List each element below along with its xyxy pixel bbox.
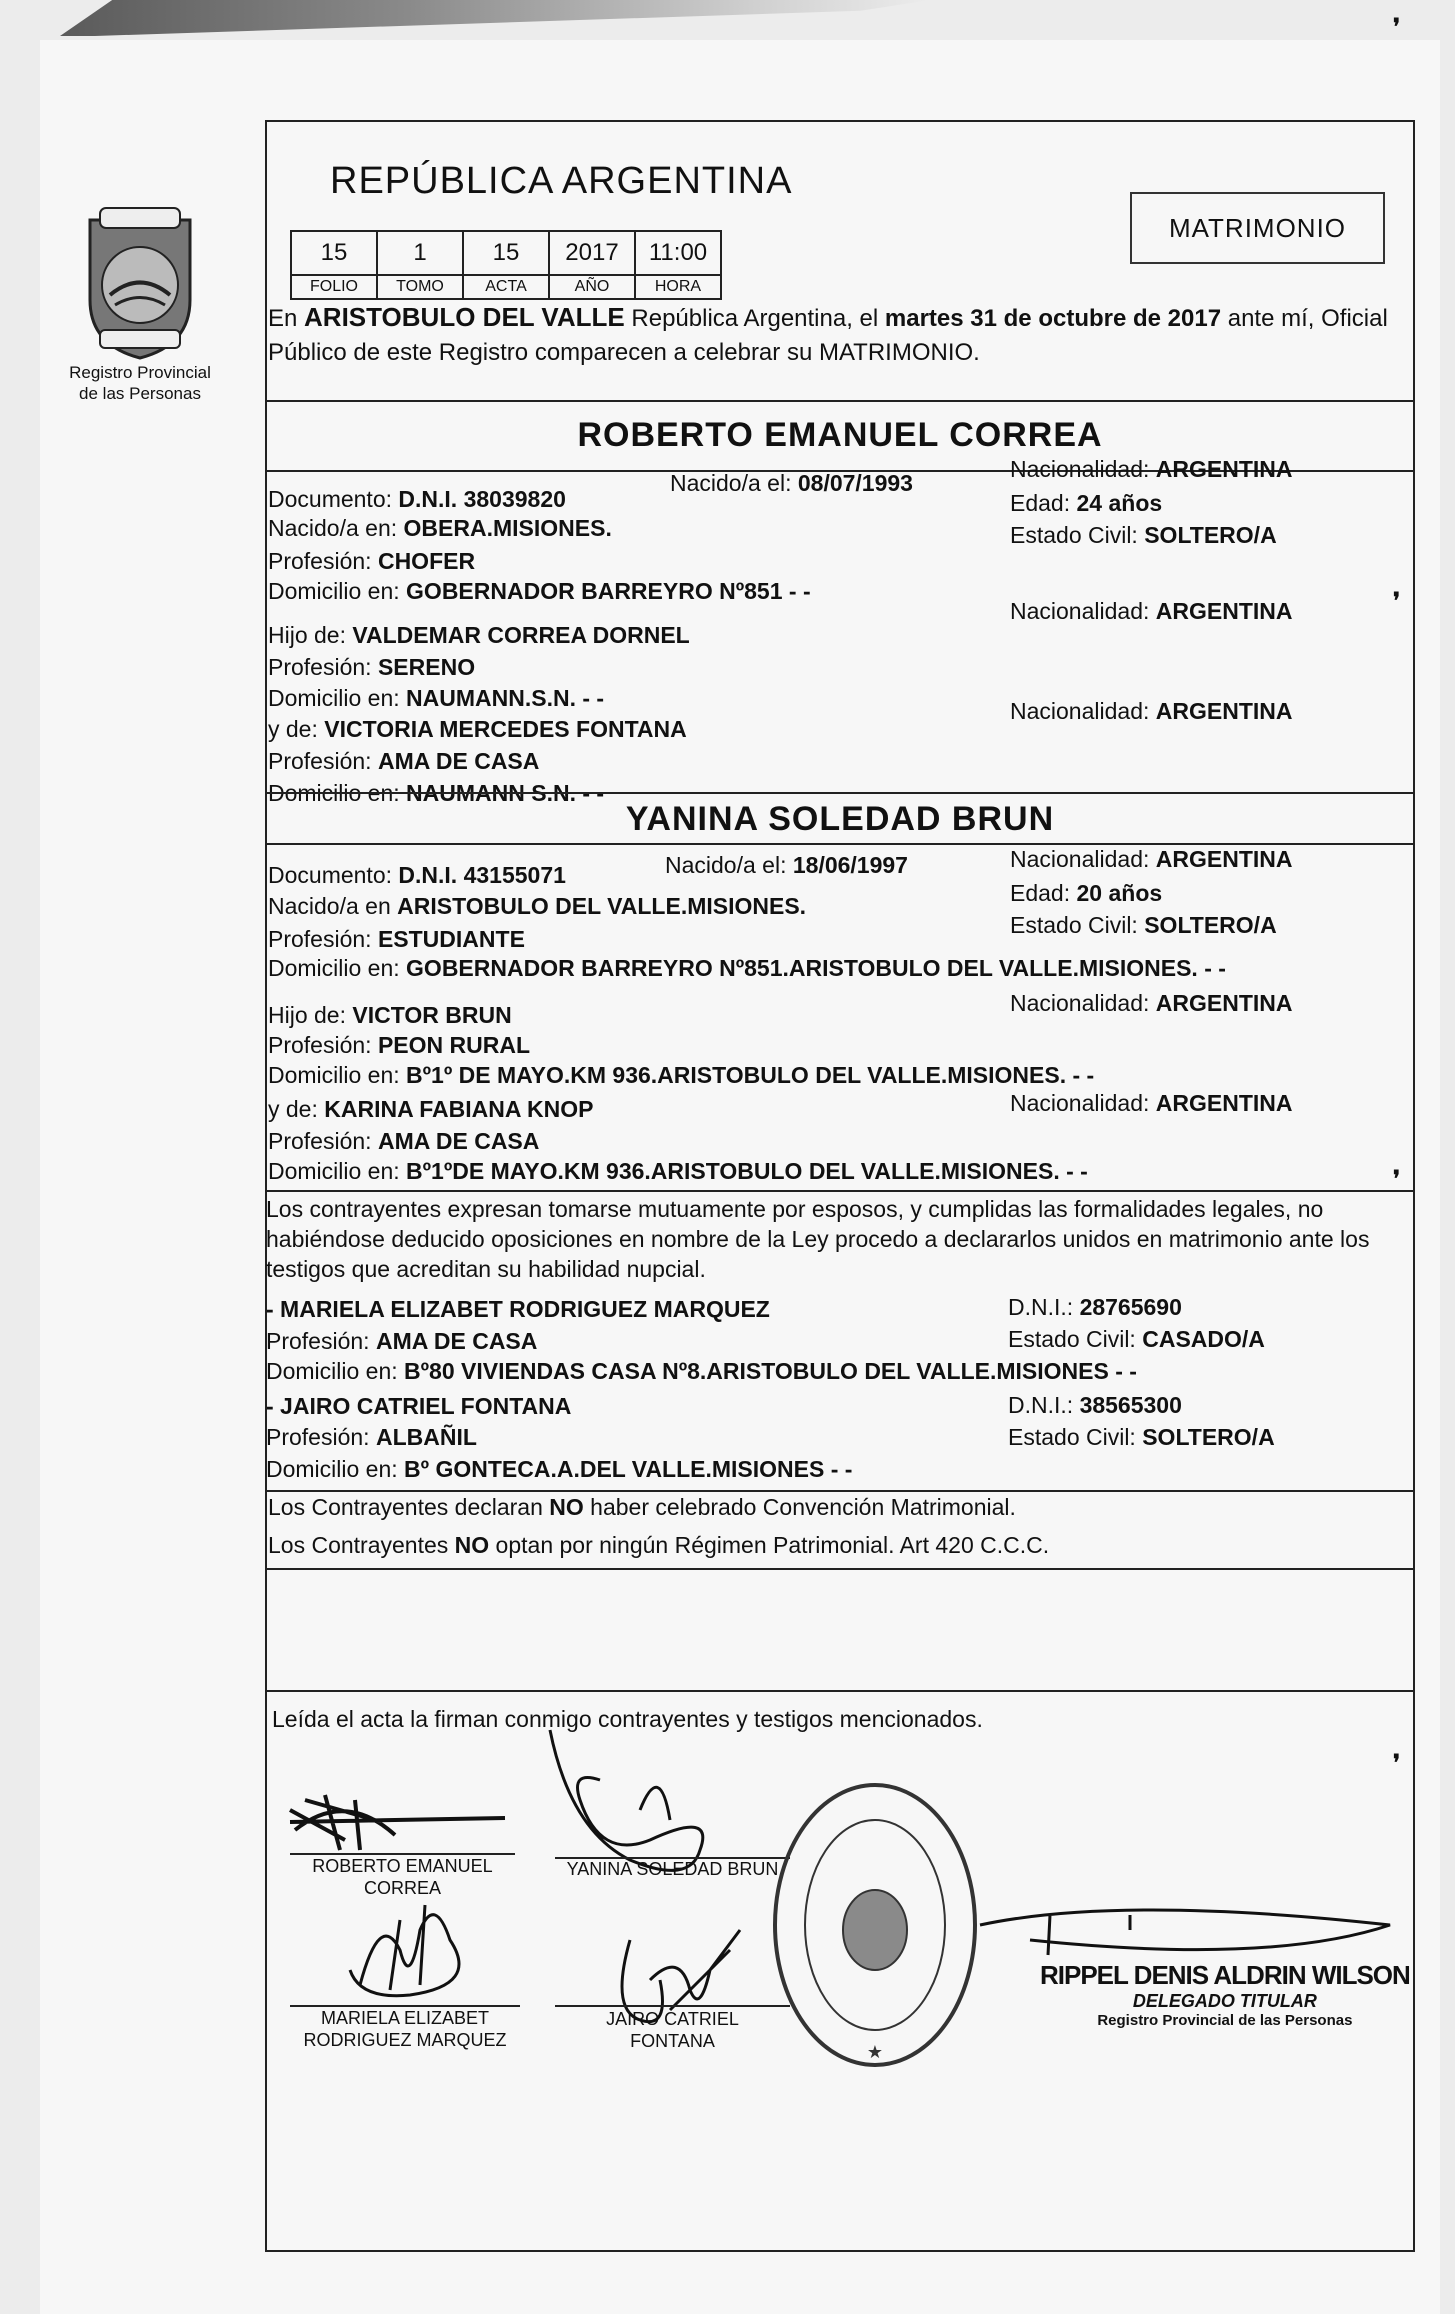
groom-name: ROBERTO EMANUEL CORREA — [577, 416, 1103, 454]
bride-mother-name: y de: KARINA FABIANA KNOP — [268, 1096, 594, 1122]
folio-value: 15 — [291, 231, 377, 275]
officer-role: DELEGADO TITULAR — [1132, 1991, 1317, 2011]
divider — [265, 792, 1415, 794]
svg-text:★: ★ — [866, 2042, 884, 2062]
witness2-name: - JAIRO CATRIEL FONTANA — [266, 1393, 572, 1419]
groom-documento: Documento: D.N.I. 38039820 — [268, 486, 566, 512]
bride-father-profesion: Profesión: PEON RURAL — [268, 1032, 531, 1058]
groom-edad: Edad: 24 años — [1010, 490, 1163, 516]
acta-label: ACTA — [463, 275, 549, 299]
groom-estado-civil: Estado Civil: SOLTERO/A — [1010, 522, 1277, 548]
groom-nacionalidad: Nacionalidad: ARGENTINA — [1010, 456, 1293, 482]
margin-mark: ❜ — [1393, 1166, 1401, 1191]
folio-label: FOLIO — [291, 275, 377, 299]
divider — [265, 1490, 1415, 1492]
groom-father-nacionalidad: Nacionalidad: ARGENTINA — [1010, 598, 1293, 624]
official-seal-stamp — [770, 1780, 980, 2070]
witness2-domicilio: Domicilio en: Bº GONTECA.A.DEL VALLE.MISIONES - - — [266, 1456, 853, 1482]
bride-estado-civil: Estado Civil: SOLTERO/A — [1010, 912, 1277, 938]
groom-mother-profesion: Profesión: AMA DE CASA — [268, 748, 540, 774]
witness1-estado-civil: Estado Civil: CASADO/A — [1008, 1326, 1265, 1352]
witness1-profesion: Profesión: AMA DE CASA — [266, 1328, 538, 1354]
groom-father-name: Hijo de: VALDEMAR CORREA DORNEL — [268, 622, 690, 648]
bride-edad: Edad: 20 años — [1010, 880, 1163, 906]
margin-mark: ❜ — [1393, 588, 1401, 613]
bride-father-name: Hijo de: VICTOR BRUN — [268, 1002, 512, 1028]
bride-father-domicilio: Domicilio en: Bº1º DE MAYO.KM 936.ARISTOBULO DEL VALLE.MISIONES. - - — [268, 1062, 1095, 1088]
bride-nacido-en: Nacido/a en ARISTOBULO DEL VALLE.MISIONES. — [268, 893, 807, 919]
groom-mother-nacionalidad: Nacionalidad: ARGENTINA — [1010, 698, 1293, 724]
divider — [265, 843, 1415, 845]
groom-nacido-en: Nacido/a en: OBERA.MISIONES. — [268, 515, 612, 541]
bride-nacido-el: Nacido/a el: 18/06/1997 — [665, 852, 908, 878]
groom-domicilio: Domicilio en: GOBERNADOR BARREYRO Nº851 - - — [268, 578, 811, 604]
act-type-box: MATRIMONIO — [1130, 192, 1385, 264]
intro-place: ARISTOBULO DEL VALLE — [304, 302, 625, 332]
bride-nacionalidad: Nacionalidad: ARGENTINA — [1010, 846, 1293, 872]
bride-name: YANINA SOLEDAD BRUN — [625, 800, 1055, 838]
witness1-domicilio: Domicilio en: Bº80 VIVIENDAS CASA Nº8.ARISTOBULO DEL VALLE.MISIONES - - — [266, 1358, 1137, 1384]
groom-mother-name: y de: VICTORIA MERCEDES FONTANA — [268, 716, 687, 742]
divider — [265, 1190, 1415, 1192]
groom-father-profesion: Profesión: SERENO — [268, 654, 476, 680]
bride-profesion: Profesión: ESTUDIANTE — [268, 926, 525, 952]
witness2-signature-name: JAIRO CATRIEL FONTANA — [606, 2009, 739, 2051]
declaration-text: Los contrayentes expresan tomarse mutuamente por esposos, y cumplidas las formalidades legales, no habiéndose deducido oposiciones en nombre de la Ley procedo a declararlos unidos en matrimonio ante los testigos que acreditan su habilidad nupcial. — [266, 1196, 1370, 1282]
bride-domicilio: Domicilio en: GOBERNADOR BARREYRO Nº851.ARISTOBULO DEL VALLE.MISIONES. - - — [268, 955, 1226, 981]
photo-edge — [60, 0, 930, 36]
witness1-signature — [340, 1890, 490, 2005]
groom-nacido-el: Nacido/a el: 08/07/1993 — [670, 470, 913, 496]
officer-name: RIPPEL DENIS ALDRIN WILSON — [1040, 1960, 1410, 1990]
witness2-estado-civil: Estado Civil: SOLTERO/A — [1008, 1424, 1275, 1450]
witness2-dni: D.N.I.: 38565300 — [1008, 1392, 1182, 1418]
bride-mother-profesion: Profesión: AMA DE CASA — [268, 1128, 540, 1154]
divider — [265, 1568, 1415, 1570]
bride-mother-nacionalidad: Nacionalidad: ARGENTINA — [1010, 1090, 1293, 1116]
misiones-emblem-icon — [70, 200, 210, 360]
margin-mark: ❜ — [1393, 14, 1401, 39]
tomo-value: 1 — [377, 231, 463, 275]
divider — [265, 400, 1415, 402]
divider — [265, 1690, 1415, 1692]
bride-mother-domicilio: Domicilio en: Bº1ºDE MAYO.KM 936.ARISTOBULO DEL VALLE.MISIONES. - - — [268, 1158, 1088, 1184]
groom-father-domicilio: Domicilio en: NAUMANN.S.N. - - — [268, 685, 605, 711]
tomo-label: TOMO — [377, 275, 463, 299]
bride-signature-name: YANINA SOLEDAD BRUN — [566, 1859, 779, 1879]
anio-value: 2017 — [549, 231, 635, 275]
groom-signature — [285, 1780, 515, 1860]
witness2-signature-line — [555, 2005, 790, 2007]
groom-signature-name: ROBERTO EMANUEL CORREA — [312, 1856, 493, 1898]
convention-line-2: Los Contrayentes NO optan por ningún Régimen Patrimonial. Art 420 C.C.C. — [268, 1532, 1050, 1558]
bride-documento: Documento: D.N.I. 43155071 — [268, 862, 566, 888]
groom-profesion: Profesión: CHOFER — [268, 548, 476, 574]
closing-text: Leída el acta la firman conmigo contrayentes y testigos mencionados. — [272, 1706, 983, 1732]
bride-father-nacionalidad: Nacionalidad: ARGENTINA — [1010, 990, 1293, 1016]
groom-mother-domicilio: Domicilio en: NAUMANN S.N. - - — [268, 780, 605, 806]
registry-label: Registro Provincial de las Personas — [69, 363, 211, 403]
country-title: REPÚBLICA ARGENTINA — [330, 160, 793, 202]
convention-line-1: Los Contrayentes declaran NO haber celebrado Convención Matrimonial. — [268, 1494, 1016, 1520]
officer-block — [1040, 1960, 1410, 2029]
anio-label: AÑO — [549, 275, 635, 299]
officer-registry: Registro Provincial de las Personas — [1097, 2012, 1353, 2029]
margin-mark: ❜ — [1393, 1750, 1401, 1775]
witness2-profesion: Profesión: ALBAÑIL — [266, 1424, 477, 1450]
intro-date: martes 31 de octubre de 2017 — [884, 305, 1222, 332]
record-fields-table — [290, 230, 722, 300]
acta-value: 15 — [463, 231, 549, 275]
intro-text: En ARISTOBULO DEL VALLE República Argentina, el martes 31 de octubre de 2017 ante mí, Oficial Público de este Registro comparecen a celebrar su MATRIMONIO. — [268, 302, 1388, 366]
witness1-name: - MARIELA ELIZABET RODRIGUEZ MARQUEZ — [266, 1296, 770, 1322]
hora-value: 11:00 — [635, 231, 721, 275]
witness1-signature-name: MARIELA ELIZABET RODRIGUEZ MARQUEZ — [303, 2008, 507, 2050]
hora-label: HORA — [635, 275, 721, 299]
witness1-dni: D.N.I.: 28765690 — [1008, 1294, 1182, 1320]
